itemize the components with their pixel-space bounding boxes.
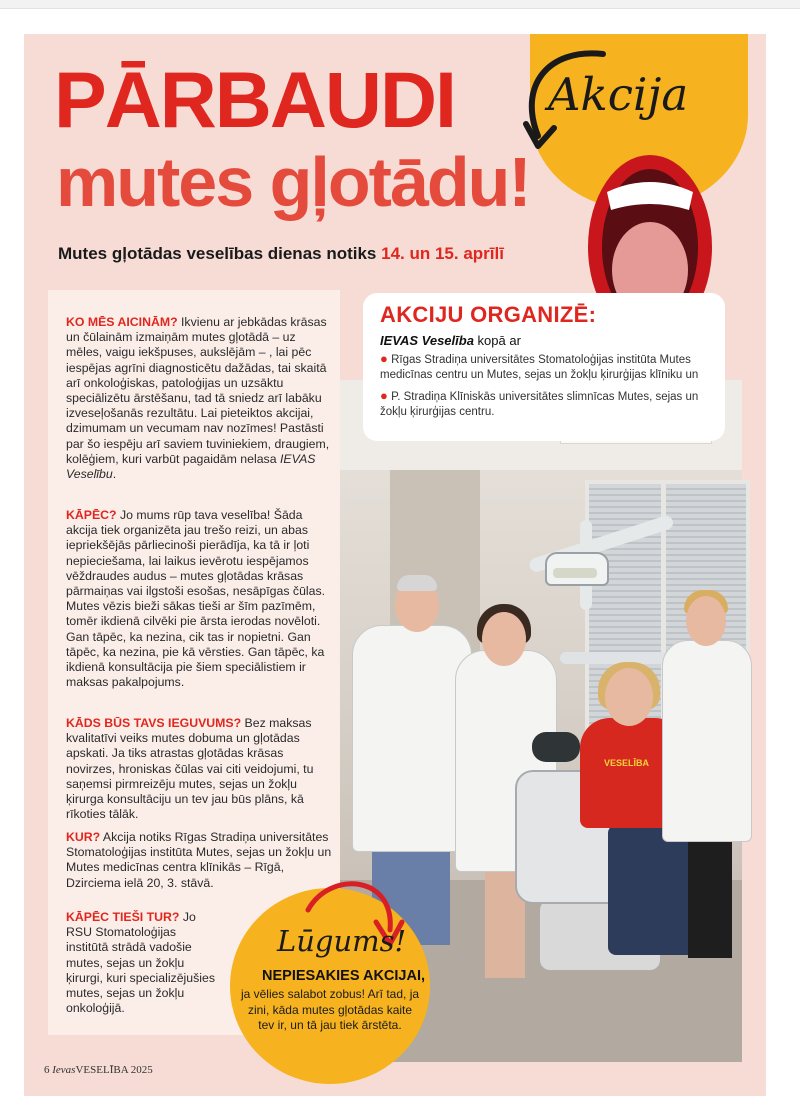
- section-text-end: .: [112, 467, 117, 482]
- dental-lamp-light: [553, 568, 597, 578]
- bullet-icon: ●: [380, 388, 388, 403]
- organizer-item-text: P. Stradiņa Klīniskās universitātes slimnīcas Mutes, sejas un žokļu ķirurģijas centru.: [380, 391, 699, 418]
- section-text: Bez maksas kvalitatīvi veiks mutes dobuma un gļotādas apskati. Ja tiks atrastas gļotādas krāsas novirzes, hroniskas čūlas vai citi veidojumi, tu saņemsi pirmreizēju mutes, sejas un žokļu ķirurga konsultāciju un tev jau būs plāns, kā rīkoties tālāk.: [66, 716, 314, 822]
- section-ieguvums: [66, 716, 334, 822]
- section-text: Ikvienu ar jebkādas krāsas un čūlainām izmaiņām mutes gļotādā – uz mēles, vaigu iekšpuses, aukslējām – , lai pēc iespējas agrīni diagnosticētu dažādas, tai skaitā arī onkoloģiskas, patoloģijas un uzsāktu speciālizētu ārstēšanu, tad tā sniedz arī labāku izveseļošanās rezultātu. Lai pieteiktos akcijai, dzimumam un vecumam nav nozīmes! Pastāsti par šo iespēju arī saviem tuviniekiem, draugiem, kolēģiem, kuri varbūt pagaidām nelasa: [66, 315, 330, 466]
- section-kapec: [66, 508, 334, 690]
- organizers-intro-brand: IEVAS Veselība: [380, 333, 474, 348]
- top-bar: [0, 0, 800, 9]
- section-ko-mes-aicinam: [66, 315, 334, 482]
- plea-word: Lūgums!: [277, 924, 407, 958]
- organizer-item: [380, 388, 718, 420]
- organizers-intro: [380, 333, 521, 348]
- doctor-2-head: [482, 612, 526, 666]
- plea-heading: NEPIESAKIES AKCIJAI,: [262, 968, 426, 984]
- page-title-line2: mutes gļotādu!: [56, 143, 530, 221]
- dental-chair-headrest: [532, 732, 580, 762]
- doctor-1-hair: [397, 575, 437, 591]
- doctor-3-coat: [662, 640, 752, 842]
- doctor-3-head: [686, 596, 726, 646]
- shirt-logo: VESELĪBA: [604, 758, 650, 768]
- plea-body: ja vēlies salabot zobus! Arī tad, ja zini, kāda mutes gļotādas kaite tev ir, un tā jau tiek ārstēta.: [240, 987, 420, 1032]
- footer-brand: VESELĪBA 2025: [75, 1064, 153, 1076]
- section-question: KUR?: [66, 830, 101, 844]
- organizer-item-text: Rīgas Stradiņa universitātes Stomatoloģijas institūta Mutes medicīnas centru un Mutes, sejas un žokļu ķirurģijas klīniku un: [380, 354, 699, 381]
- bullet-icon: ●: [380, 351, 388, 366]
- section-question: KĀPĒC TIEŠI TUR?: [66, 910, 180, 924]
- section-kur: [66, 830, 334, 891]
- section-text: Jo mums rūp tava veselība! Šāda akcija tiek organizēta jau trešo reizi, un abas iepriekšējās pārliecinoši pierādīja, ka tā ir ļoti nepieciešama, lai laikus ievērotu iespējamos vēždraudes audus – mutes gļotādas krāsas pārmaiņas vai ilgstoši esošas, nesāpīgas čūlas. Mutes vēzis bieži sākas tieši ar šīm pazīmēm, tomēr ikdienā cilvēki pie ārsta ierodas novēloti. Gan tāpēc, ka nezina, cik tas ir nopietni. Gan tāpēc, ka nezina, pie kā vērsties. Gan tāpēc, ka ikdienā konsultācija pie šiem speciālistiem ir maksas pakalpojums.: [66, 508, 326, 690]
- patient-jeans: [608, 825, 698, 955]
- doctor-1-coat: [352, 625, 472, 852]
- section-question: KĀPĒC?: [66, 508, 117, 522]
- page-title-line1: PĀRBAUDI: [54, 55, 455, 144]
- organizer-item: [380, 351, 718, 383]
- section-text-brand: IEVAS Veselību: [66, 451, 316, 482]
- subtitle-text: Mutes gļotādas veselības dienas notiks: [58, 244, 377, 263]
- page-subtitle: [58, 244, 504, 264]
- section-text: Jo RSU Stomatoloģijas institūtā strādā vadošie mutes, sejas un žokļu ķirurgi, kuri specializējušies mutes, sejas un žokļu onkoloģijā.: [66, 910, 215, 1016]
- page-number: 6: [44, 1064, 50, 1076]
- section-question: KĀDS BŪS TAVS IEGUVUMS?: [66, 716, 242, 730]
- footer-brand-italic: Ievas: [52, 1064, 76, 1076]
- section-question: KO MĒS AICINĀM?: [66, 315, 178, 329]
- section-kapec-tiesi-tur: [66, 910, 216, 1016]
- patient-head: [605, 668, 653, 726]
- section-text: Akcija notiks Rīgas Stradiņa universitātes Stomatoloģijas institūta Mutes, sejas un žokļu un Mutes medicīnas centra klīnikās – Rīgā, Dzirciema ielā 20, 3. stāvā.: [66, 830, 332, 890]
- organizers-intro-rest: kopā ar: [473, 333, 521, 348]
- akcija-label: Akcija: [548, 68, 689, 121]
- subtitle-dates: 14. un 15. aprīlī: [381, 244, 504, 263]
- page-footer: [44, 1064, 153, 1076]
- doctor-3-legs: [688, 838, 732, 958]
- organizers-heading: AKCIJU ORGANIZĒ:: [380, 302, 597, 327]
